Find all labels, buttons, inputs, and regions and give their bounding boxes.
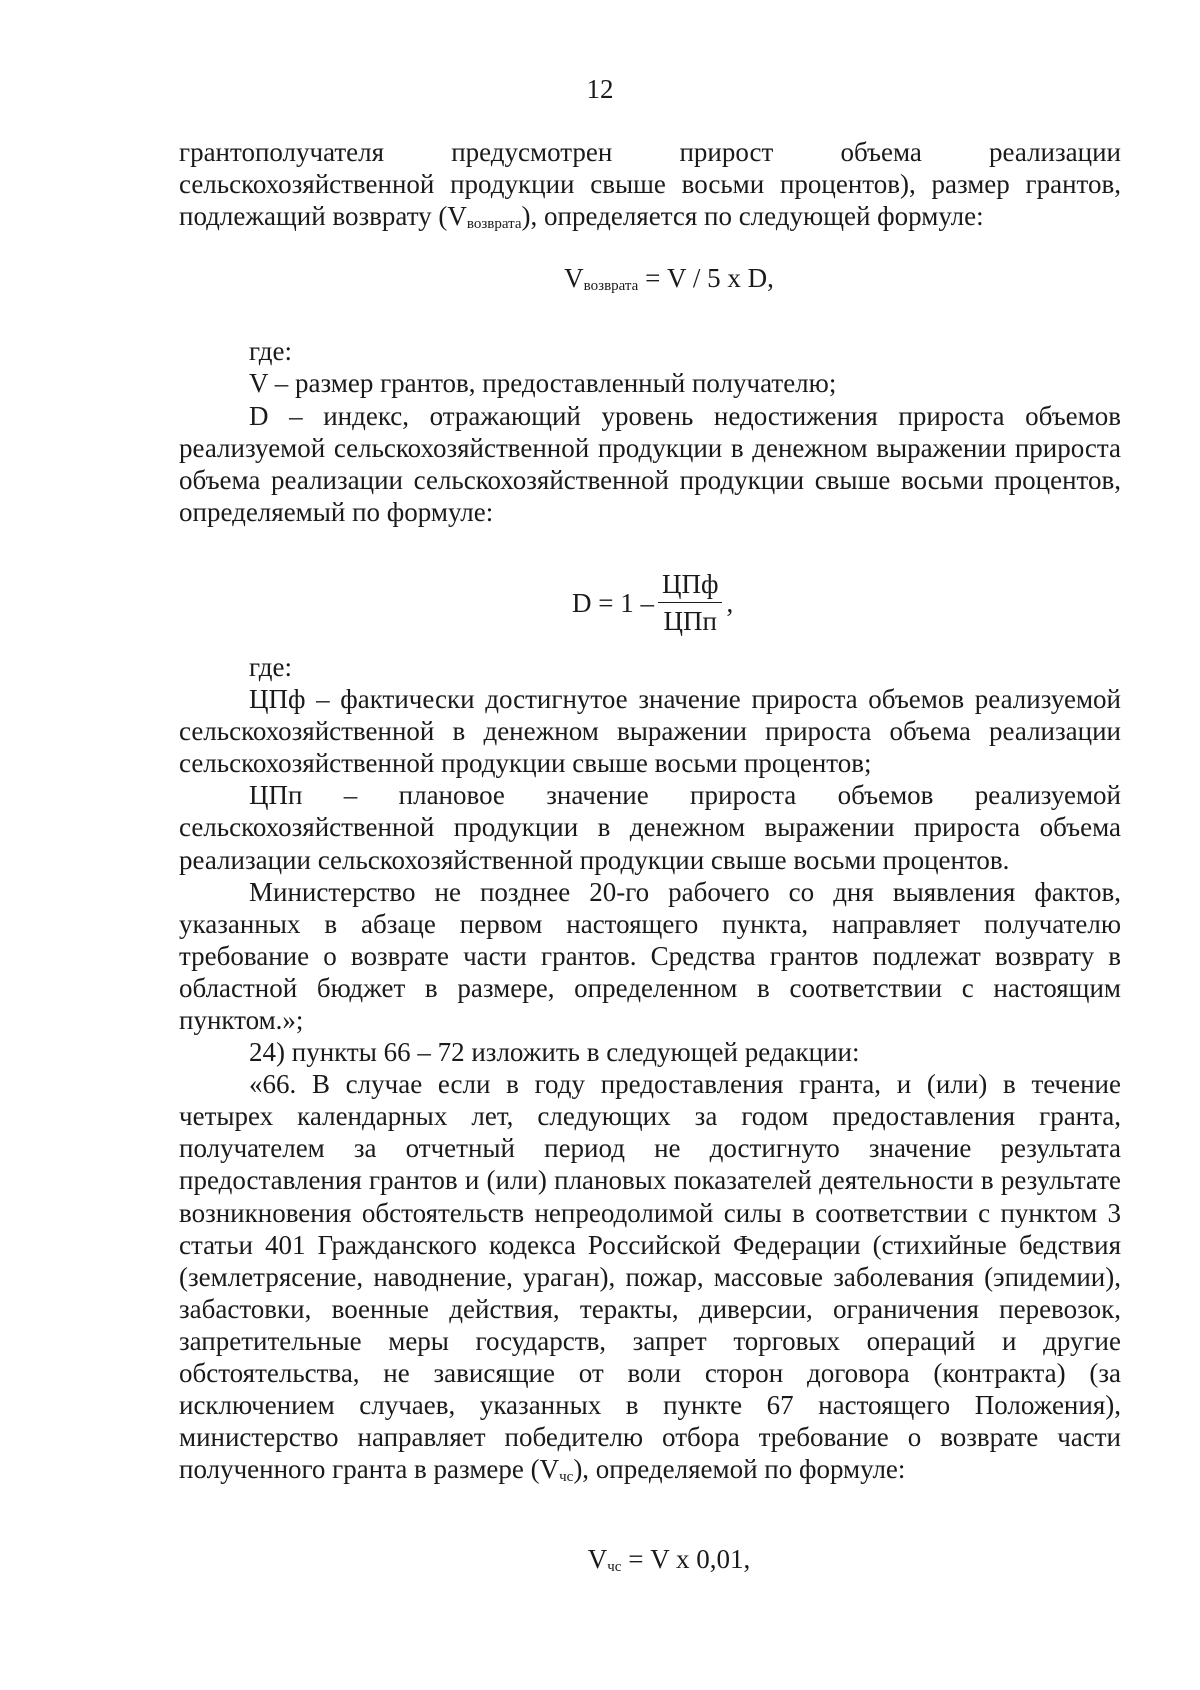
document-body xyxy=(179,136,1121,1575)
ministry-paragraph: Министерство не позднее 20-го рабочего со дня выявления фактов, указанных в абзаце первом настоящего пункта, направляет получателю требование о возврате части грантов. Средства грантов подлежат возврату в областной бюджет в размере, определенном в соответствии с настоящим пунктом.»; xyxy=(179,876,1121,1035)
formula-index-tail: , xyxy=(726,587,734,618)
formula-refund xyxy=(179,262,1121,294)
formula-force-majeure xyxy=(179,1543,1121,1575)
fraction-numerator: ЦПф xyxy=(658,567,723,603)
where-label: где: xyxy=(249,336,292,367)
definition-cpf: ЦПф – фактически достигнутое значение прироста объемов реализуемой сельскохозяйственной в денежном выражении прироста объема реализации сельскохозяйственной продукции свыше восьми процентов; xyxy=(179,684,1121,779)
intro-text-end: ), определяется по следующей формуле: xyxy=(521,201,984,232)
intro-paragraph xyxy=(179,136,1121,232)
item-66-text-end: ), определяемой по формуле: xyxy=(573,1454,906,1485)
item-66-text: «66. В случае если в году предоставления гранта, и (или) в течение четырех календарных лет, следующих за годом предоставления гранта, получателем за отчетный период не достигнуто значение результата предоставления грантов и (или) плановых показателей деятельности в результате возникновения обстоятельств непреодолимой силы в соответствии с пунктом 3 статьи 401 Гражданского кодекса Российской Федерации (стихийные бедствия (землетрясение, наводнение, ураган), пожар, массовые заболевания (эпидемии), забастовки, военные действия, теракты, диверсии, ограничения перевозок, запретительные меры государств, запрет торговых операций и другие обстоятельства, не зависящие от воли сторон договора (контракта) (за исключением случаев, указанных в пункте 67 настоящего Положения), министерство направляет победителю отбора требование о возврате части полученного гранта в размере (V xyxy=(179,1069,1121,1485)
formula-force-majeure-lhs: V xyxy=(587,1544,608,1575)
formula-refund-lhs: V xyxy=(564,263,584,294)
definition-d: D – индекс, отражающий уровень недостижения прироста объемов реализуемой сельскохозяйственной продукции в денежном выражении прироста объема реализации сельскохозяйственной продукции свыше восьми процентов, определяемый по формуле: xyxy=(179,400,1121,527)
formula-index-lhs: D = 1 – xyxy=(572,587,654,618)
formula-refund-rhs: = V / 5 x D, xyxy=(638,263,774,294)
item-24-paragraph: 24) пункты 66 – 72 изложить в следующей редакции: xyxy=(249,1037,860,1068)
formula-force-majeure-rhs: = V x 0,01, xyxy=(621,1544,751,1575)
item-66-subscript: чс xyxy=(559,1469,574,1486)
definition-v: V – размер грантов, предоставленный получателю; xyxy=(249,368,837,399)
intro-subscript: возврата xyxy=(466,216,522,233)
formula-index xyxy=(179,559,1121,647)
item-66-paragraph xyxy=(179,1068,1121,1485)
fraction-denominator: ЦПп xyxy=(663,606,717,637)
intro-text: грантополучателя предусмотрен прирост объема реализации сельскохозяйственной продукции свыше восьми процентов), размер грантов, подлежащий возврату (V xyxy=(179,137,1121,232)
definition-cpp: ЦПп – плановое значение прироста объемов реализуемой сельскохозяйственной продукции в денежном выражении прироста объема реализации сельскохозяйственной продукции свыше восьми процентов. xyxy=(179,780,1121,875)
fraction xyxy=(658,567,723,638)
formula-refund-subscript: возврата xyxy=(583,278,639,295)
formula-force-majeure-subscript: чс xyxy=(607,1559,622,1576)
page-number: 12 xyxy=(586,74,614,104)
where-label: где: xyxy=(249,651,292,682)
